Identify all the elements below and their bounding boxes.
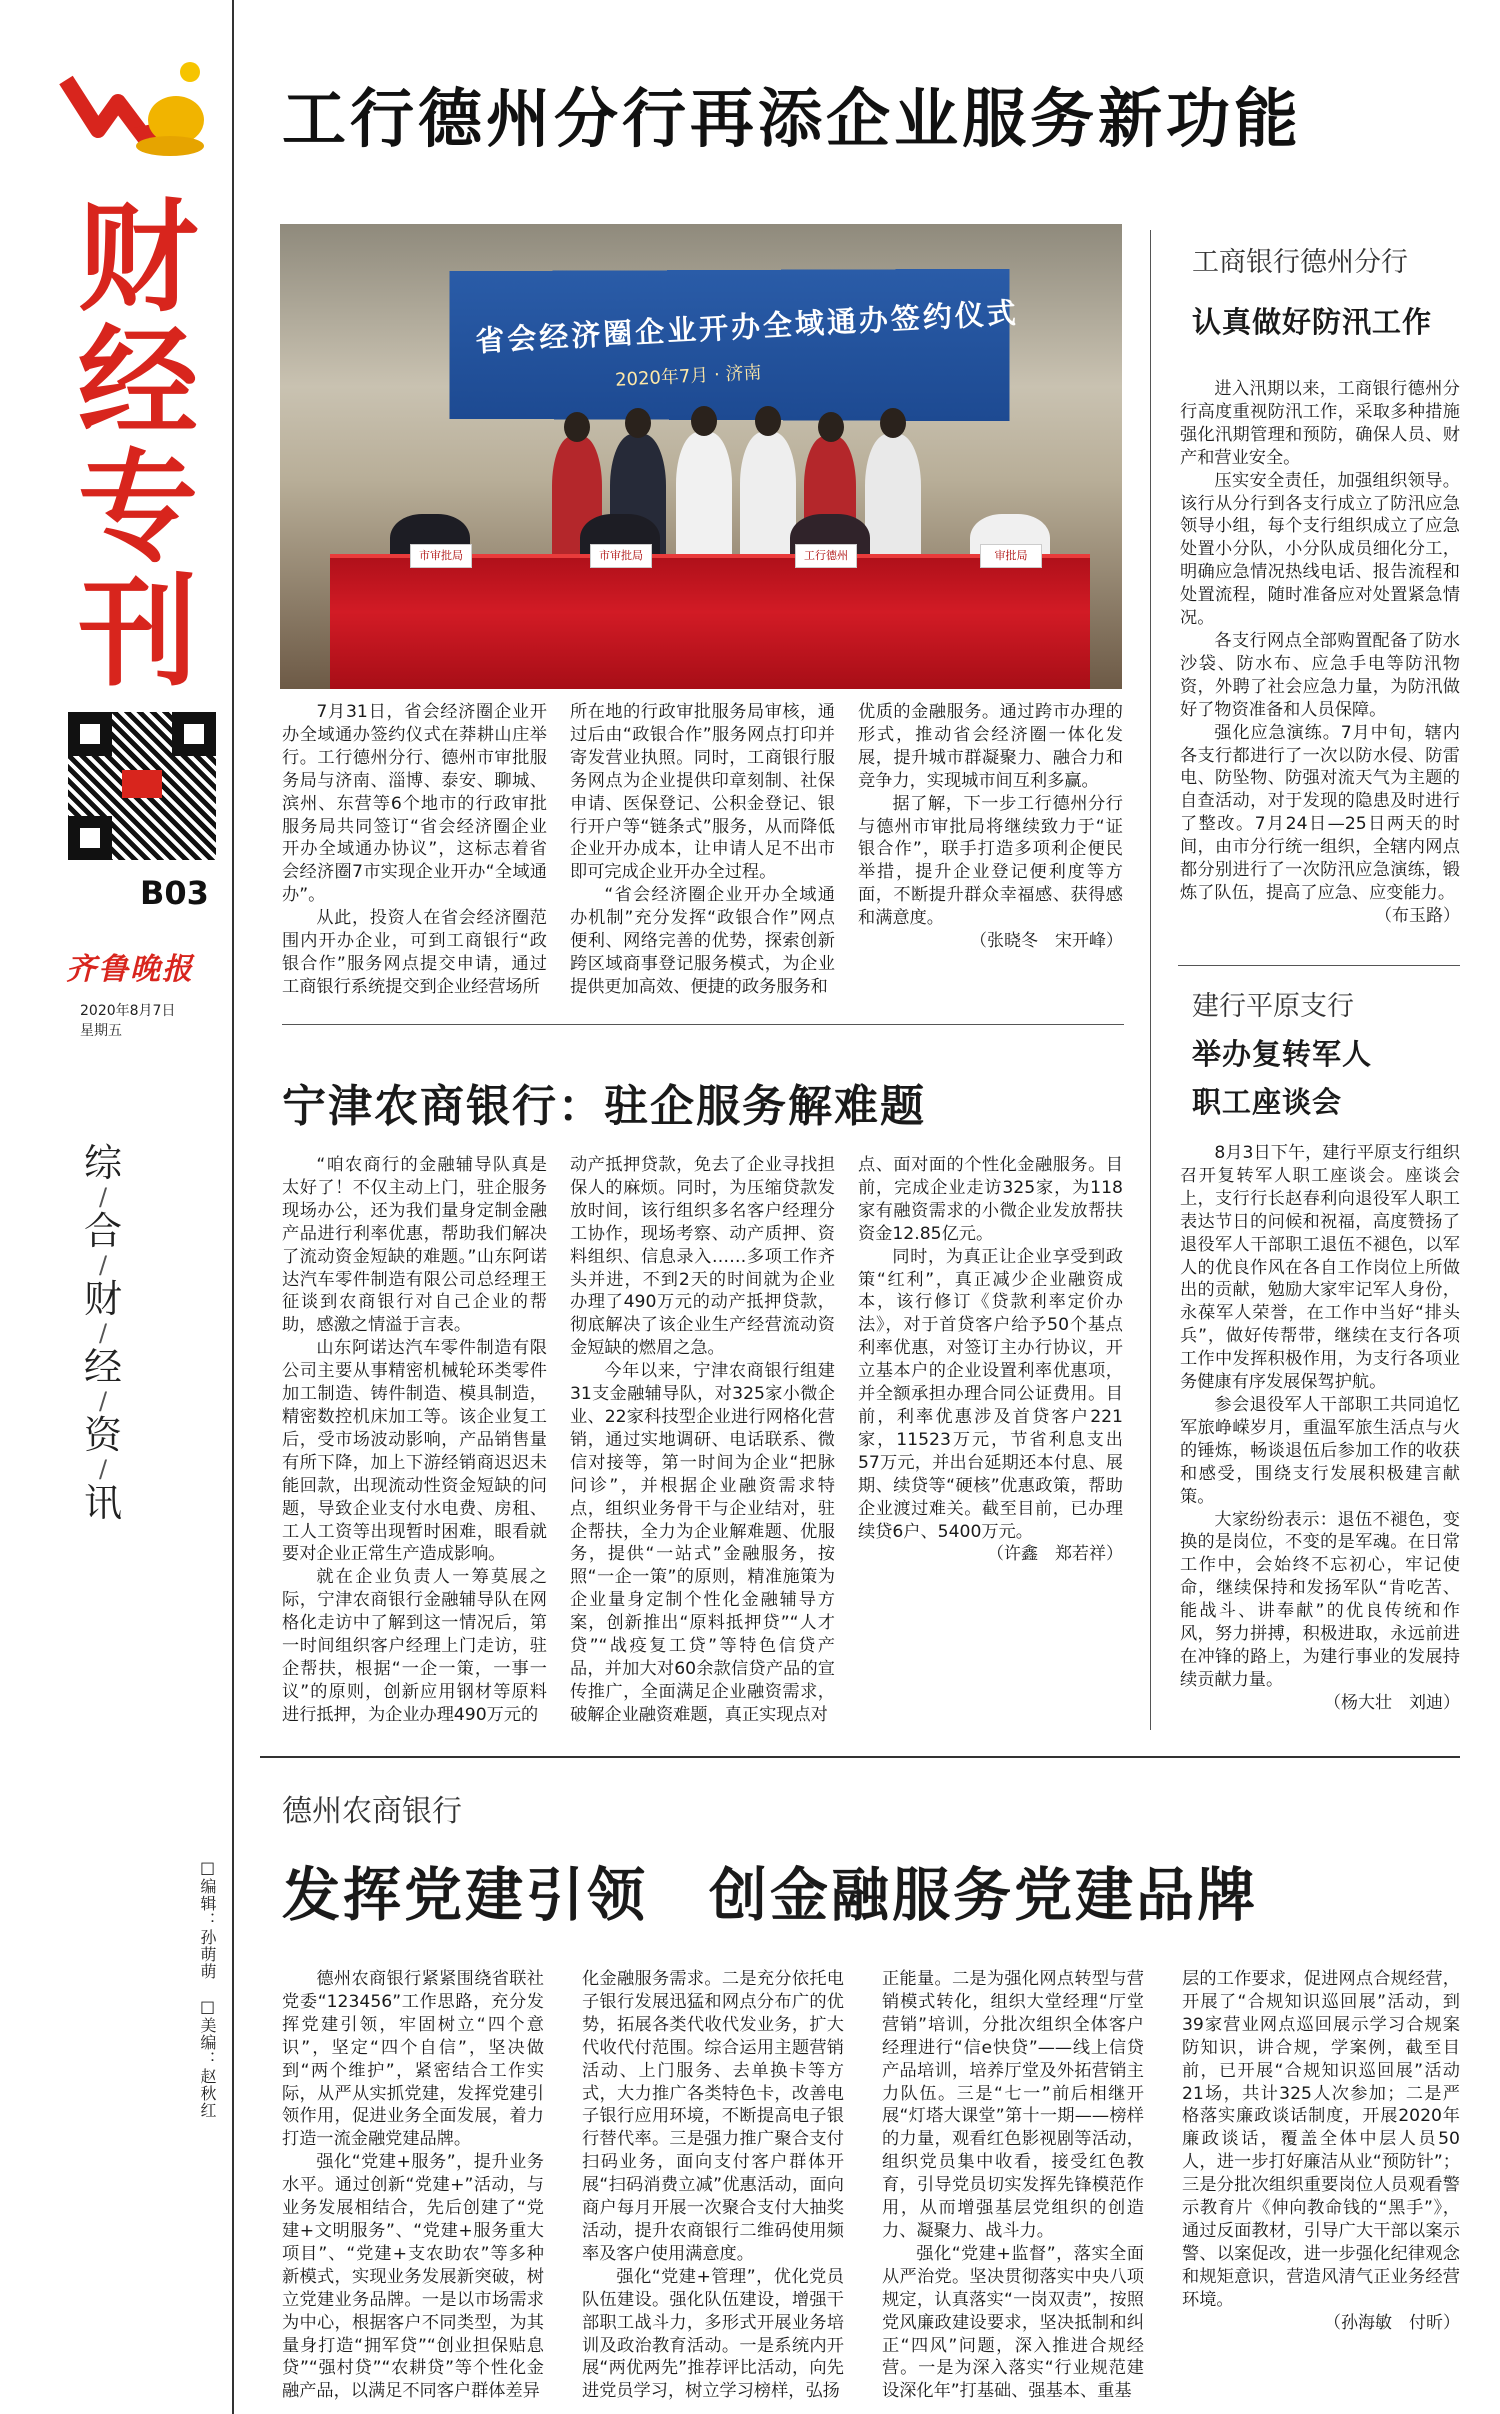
photo-person-head	[691, 406, 717, 436]
photo-banner-date: 2020年7月 · 济南	[614, 362, 762, 391]
article3-headline-line2: 职工座谈会	[1192, 1085, 1343, 1119]
article-paragraph: 7月31日，省会经济圈企业开办全域通办签约仪式在莽耕山庄举行。工行德州分行、德州市审批服务局与济南、淄博、泰安、聊城、滨州、东营等6个地市的行政审批服务局共同签订“省会经济圈企业开办全域通办协议”，这标志着省会经济圈7市实现企业开办“全域通办”。	[282, 702, 547, 906]
photo-banner-text: 省会经济圈企业开办全域通办签约仪式	[474, 295, 1020, 359]
photo-person-head	[818, 412, 844, 442]
article-paragraph: 动产抵押贷款，免去了企业寻找担保人的麻烦。同时，为压缩贷款发放时间，该行组织多名客户经理分工协作，现场考察、动产质押、资料组织、信息录入……多项工作齐头并进，不到2天的时间就为企业办理了490万元的动产抵押贷款，彻底解决了该企业生产经营流动资金短缺的燃眉之急。	[570, 1155, 835, 1359]
article-paragraph: 同时，为真正让企业享受到政策“红利”，真正减少企业融资成本，该行修订《贷款利率定价办法》，对于首贷客户给予50个基点利率优惠，对签订主办行协议，开立基本户的企业设置利率优惠项，并全额承担办理合同公证费用。目前，利率优惠涉及首贷客户221家，11523万元，节省利息支出57万元，并出台延期还本付息、展期、续贷等“硬核”优惠政策，帮助企业渡过难关。截至目前，已办理续贷6户、5400万元。	[858, 1246, 1123, 1542]
photo-person-head	[625, 408, 651, 438]
section-title-char: 经	[78, 314, 198, 453]
headline-ningjin: 宁津农商银行：驻企服务解难题	[282, 1081, 926, 1132]
article5-kicker: 德州农商银行	[282, 1794, 462, 1829]
section-title-char: 专	[78, 439, 198, 578]
article-paragraph: 大家纷纷表示：退伍不褪色，变换的是岗位，不变的是军魂。在日常工作中，会始终不忘初心，牢记使命，继续保持和发扬军队“肯吃苦、能战斗、讲奉献”的优良传统和作风，努力拼搏，积极进取，永远前进在冲锋的路上，为建行事业的发展持续贡献力量。	[1180, 1509, 1460, 1690]
vertical-label-slash: /	[98, 1455, 108, 1483]
photo-person-head	[880, 408, 906, 438]
article-paragraph: 据了解，下一步工行德州分行与德州市审批局将继续致力于“证银合作”，联手打造多项利企便民举措，提升企业登记便利度等方面，不断提升群众幸福感、获得感和满意度。	[858, 793, 1123, 929]
vertical-label-slash: /	[98, 1251, 108, 1279]
byline: （张晓冬 宋开峰）	[970, 931, 1123, 952]
article-paragraph: 正能量。二是为强化网点转型与营销模式转化，组织大堂经理“厅堂营销”培训，分批次组织全体客户经理进行“信e快贷”——线上信贷产品培训，培养厅堂及外拓营销主力队伍。三是“七一”前后相继开展“灯塔大课堂”第十一期——榜样的力量，观看红色影视剧等活动，组织党员集中收看，接受红色教育，引导党员切实发挥先锋模范作用，从而增强基层党组织的创造力、凝聚力、战斗力。	[882, 1969, 1144, 2241]
article-paragraph: 压实安全责任，加强组织领导。该行从分行到各支行成立了防汛应急领导小组，每个支行组织成立了应急处置小分队，小分队成员细化分工，明确应急情况热线电话、报告流程和处置流程，随时准备应对处置紧急情况。	[1180, 470, 1460, 629]
editor-credit: □编辑：孙萌萌 □美编：赵秋红	[198, 1858, 217, 2119]
article5-column	[282, 1968, 544, 2408]
photo-placards	[280, 544, 1122, 574]
article-paragraph: 点、面对面的个性化金融服务。目前，完成企业走访325家，为118家有融资需求的小微企业发放帮扶资金12.85亿元。	[858, 1155, 1123, 1244]
headline-icbc-service: 工行德州分行再添企业服务新功能	[282, 83, 1302, 157]
article-paragraph: 各支行网点全部购置配备了防水沙袋、防水布、应急手电等防汛物资，外聘了社会应急力量，为防汛做好了物资准备和人员保障。	[1180, 630, 1460, 720]
byline: （许鑫 郑若祥）	[987, 1544, 1123, 1565]
article-paragraph: 参会退役军人干部职工共同追忆军旅峥嵘岁月，重温军旅生活点与火的锤炼，畅谈退伍后参加工作的收获和感受，围绕支行发展积极建言献策。	[1180, 1394, 1460, 1507]
vertical-label-slash: /	[98, 1319, 108, 1347]
divider	[260, 1756, 1460, 1758]
byline: （孙海敏 付昕）	[1324, 2312, 1460, 2333]
qr-code	[68, 712, 216, 860]
sidebar-rule	[232, 0, 234, 2414]
photo-placard: 市审批局	[590, 544, 652, 568]
article-paragraph: 层的工作要求，促进网点合规经营，开展了“合规知识巡回展”活动，到39家营业网点巡回展示学习合规案防知识，讲合规，学案例，截至目前，已开展“合规知识巡回展”活动21场，共计325人次参加；二是严格落实廉政谈话制度，开展2020年廉政谈话，覆盖全体中层人员50人，进一步打好廉洁从业“预防针”；三是分批次组织重要岗位人员观看警示教育片《伸向教命钱的“黑手”》，通过反面教材，引导广大干部以案示警、以案促改，进一步强化纪律观念和规矩意识，营造风清气正业务经营环境。	[1182, 1969, 1460, 2310]
photo-placard: 工行德州	[795, 544, 857, 568]
vertical-label-list	[78, 1140, 138, 1526]
photo-person-head	[755, 406, 781, 436]
article-paragraph: 8月3日下午，建行平原支行组织召开复转军人职工座谈会。座谈会上，支行行长赵春利向退役军人职工表达节日的问候和祝福，高度赞扬了退役军人干部职工退伍不褪色，以军人的优良作风在各自工作岗位上所做出的贡献，勉励大家牢记军人身份，永葆军人荣誉，在工作中当好“排头兵”，做好传帮带，继续在支行各项工作中发挥积极作用，为支行各项业务健康有序发展保驾护航。	[1180, 1143, 1460, 1393]
page-number: B03	[140, 874, 209, 912]
article2-kicker: 工商银行德州分行	[1192, 247, 1408, 278]
photo-person	[676, 432, 732, 562]
article-paragraph: 强化“党建+服务”，提升业务水平。通过创新“党建+”活动，与业务发展相结合，先后创建了“党建+文明服务”、“党建+服务重大项目”、“党建+支农助农”等多种新模式，实现业务发展新突破，树立党建业务品牌。一是以市场需求为中心，根据客户不同类型，为其量身打造“拥军贷”“创业担保贴息贷”“强村贷”“农耕贷”等个性化金融产品，以满足不同客户群体差异	[282, 2152, 544, 2402]
issue-weekday: 星期五	[80, 1023, 122, 1039]
article-paragraph: 强化应急演练。7月中旬，辖内各支行都进行了一次以防水侵、防雷电、防坠物、防强对流天气为主题的自查活动，对于发现的隐患及时进行了整改。7月24日—25日两天的时间，由市分行统一组织，全辖内网点都分别进行了一次防汛应急演练，锻炼了队伍，提高了应急、应变能力。	[1180, 722, 1460, 903]
byline: （布玉路）	[1375, 905, 1460, 926]
article1-column	[282, 701, 547, 1001]
article-paragraph: 化金融服务需求。二是充分依托电子银行发展迅猛和网点分布广的优势，拓展各类代收代发业务，扩大代收代付范围。综合运用主题营销活动、上门服务、去单换卡等方式，大力推广各类特色卡，改善电子银行应用环境，不断提高电子银行替代率。三是强力推广聚合支付扫码业务，面向支付客户群体开展“扫码消费立减”优惠活动，面向商户每月开展一次聚合支付大抽奖活动，提升农商银行二维码使用频率及客户使用满意度。	[582, 1969, 844, 2264]
article3-body	[1180, 1142, 1460, 1742]
photo-placard: 市审批局	[410, 544, 472, 568]
article-paragraph: 进入汛期以来，工商银行德州分行高度重视防汛工作，采取多种措施强化汛期管理和预防，确保人员、财产和营业安全。	[1180, 379, 1460, 468]
article4-column	[858, 1154, 1123, 1736]
article-paragraph: 优质的金融服务。通过跨市办理的形式，推动省会经济圈一体化发展，提升城市群凝聚力、融合力和竞争力，实现城市间互利多赢。	[858, 702, 1123, 791]
article-paragraph: 山东阿诺达汽车零件制造有限公司主要从事精密机械轮环类零件加工制造、铸件制造、模具制造，精密数控机床加工等。该企业复工后，受市场波动影响，产品销售量有所下降，加上下游经销商迟迟未能回款，出现流动性资金短缺的问题，导致企业支付水电费、房租、工人工资等出现暂时困难，眼看就要对企业正常生产造成影响。	[282, 1338, 547, 1565]
article4-column	[570, 1154, 835, 1736]
photo-person	[740, 432, 796, 562]
article-paragraph: 强化“党建+监督”，落实全面从严治党。坚决贯彻落实中央八项规定，认真落实“一岗双责”，按照党风廉政建设要求，坚决抵制和纠正“四风”问题，深入推进合规经营。一是为深入落实“行业规范建设深化年”打基础、强基本、重基	[882, 2243, 1144, 2402]
section-title	[64, 189, 212, 703]
vertical-label-slash: /	[98, 1183, 108, 1211]
vertical-label-char: 讯	[83, 1481, 122, 1525]
article-paragraph: 从此，投资人在省会经济圈范围内开办企业，可到工商银行“政银合作”服务网点提交申请，通过工商银行系统提交到企业经营场所	[282, 908, 547, 997]
photo-red-table	[330, 554, 1090, 689]
divider	[1178, 965, 1460, 966]
paper-name: 齐鲁晚报	[66, 952, 194, 987]
right-column-rule	[1150, 230, 1151, 1730]
section-title-char: 财	[78, 189, 198, 328]
vertical-label-char: 财	[83, 1277, 122, 1321]
issue-date: 2020年8月7日	[80, 1003, 176, 1019]
article1-column	[858, 701, 1123, 1001]
article4-column	[282, 1154, 547, 1736]
article-paragraph: “省会经济圈企业开办全域通办机制”充分发挥“政银合作”网点便利、网络完善的优势，探索创新跨区域商事登记服务模式，为企业提供更加高效、便捷的政务服务和	[570, 885, 835, 997]
divider	[282, 1024, 1124, 1025]
article5-column	[1182, 1968, 1460, 2408]
vertical-label	[78, 1140, 138, 1526]
article3-headline-line1: 举办复转军人	[1192, 1037, 1373, 1071]
article2-body	[1180, 378, 1460, 948]
signing-ceremony-photo	[280, 224, 1122, 689]
headline-dezhou: 发挥党建引领 创金融服务党建品牌	[282, 1861, 1259, 1929]
section-title-char: 刊	[78, 564, 198, 703]
photo-person-head	[564, 412, 590, 442]
article3-kicker: 建行平原支行	[1192, 991, 1354, 1022]
article-paragraph: 德州农商银行紧紧围绕省联社党委“123456”工作思路，充分发挥党建引领，牢固树立“四个意识”，坚定“四个自信”，坚决做到“两个维护”，紧密结合工作实际，从严从实抓党建，发挥党建引领作用，促进业务全面发展，着力打造一流金融党建品牌。	[282, 1969, 544, 2150]
article2-headline: 认真做好防汛工作	[1192, 305, 1433, 339]
article5-column	[882, 1968, 1144, 2408]
article1-column	[570, 701, 835, 1001]
article-paragraph: 今年以来，宁津农商银行组建31支金融辅导队，对325家小微企业、22家科技型企业进行网格化营销，通过实地调研、电话联系、微信对接等，第一时间为企业“把脉问诊”，并根据企业融资需求特点，组织业务骨干与企业结对，驻企帮扶，全力为企业解难题、优服务，提供“一站式”金融服务，按照“一企一策”的原则，精准施策为企业量身定制个性化金融辅导方案，创新推出“原料抵押贷”“人才贷”“战疫复工贷”等特色信贷产品，并加大对60余款信贷产品的宣传推广，全面满足企业融资需求，破解企业融资难题，真正实现点对	[570, 1361, 835, 1725]
photo-placard: 审批局	[980, 544, 1042, 568]
vertical-label-slash: /	[98, 1387, 108, 1415]
logo	[58, 50, 210, 158]
vertical-label-char: 资	[83, 1413, 122, 1457]
article-paragraph: 所在地的行政审批服务局审核，通过后由“政银合作”服务网点打印并寄发营业执照。同时，工商银行服务网点为企业提供印章刻制、社保申请、医保登记、公积金登记、银行开户等“链条式”服务，从而降低企业开办成本，让申请人足不出市即可完成企业开办全过程。	[570, 702, 835, 883]
vertical-label-char: 合	[83, 1209, 122, 1253]
vertical-label-char: 经	[83, 1345, 122, 1389]
article-paragraph: “咱农商行的金融辅导队真是太好了！不仅主动上门，驻企服务现场办公，还为我们量身定制金融产品进行利率优惠，帮助我们解决了流动资金短缺的难题。”山东阿诺达汽车零件制造有限公司总经理王征谈到农商银行对自己企业的帮助，感激之情溢于言表。	[282, 1155, 547, 1336]
article-paragraph: 强化“党建+管理”，优化党员队伍建设。强化队伍建设，增强干部职工战斗力，多形式开展业务培训及政治教育活动。一是系统内开展“两优两先”推荐评比活动，向先进党员学习，树立学习榜样，弘扬	[582, 2266, 844, 2402]
article5-column	[582, 1968, 844, 2408]
article-paragraph: 就在企业负责人一筹莫展之际，宁津农商银行金融辅导队在网格化走访中了解到这一情况后，第一时间组织客户经理上门走访，驻企帮扶，根据“一企一策，一事一议”的原则，创新应用钢材等原料进行抵押，为企业办理490万元的	[282, 1567, 547, 1725]
byline: （杨大壮 刘迪）	[1324, 1692, 1460, 1713]
vertical-label-char: 综	[83, 1141, 122, 1185]
